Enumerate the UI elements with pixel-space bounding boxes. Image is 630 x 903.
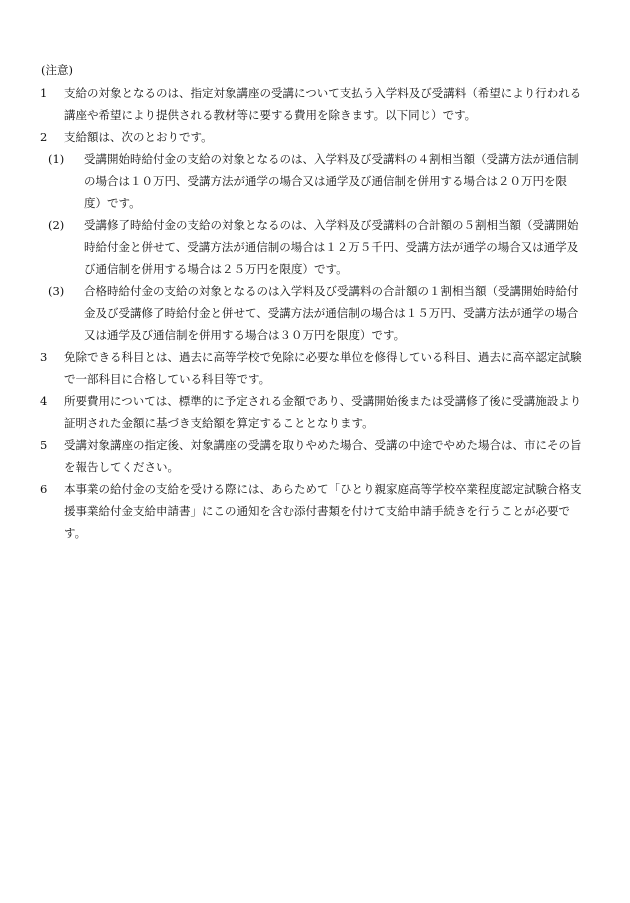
note-subitem-1	[0, 148, 630, 214]
note-item-6	[0, 478, 630, 544]
note-item-2	[0, 126, 630, 148]
note-text: 所要費用については、標準的に予定される金額であり、受講開始後または受講修了後に受講施設より証明された金額に基づき支給額を算定することとなります。	[64, 394, 582, 430]
note-number: 6	[40, 482, 48, 496]
note-number: 1	[40, 86, 48, 100]
note-item-1	[0, 82, 630, 126]
note-number: 4	[40, 394, 48, 408]
note-item-4	[0, 390, 630, 434]
note-text: 本事業の給付金の支給を受ける際には、あらためて「ひとり親家庭高等学校卒業程度認定試験合格支援事業給付金支給申請書」にこの通知を含む添付書類を付けて支給申請手続きを行うことが必要です。	[64, 482, 582, 540]
note-number: 3	[40, 350, 48, 364]
note-subitem-3	[0, 280, 630, 346]
note-item-5	[0, 434, 630, 478]
note-text: 支給の対象となるのは、指定対象講座の受講について支払う入学料及び受講料（希望により行われる講座や希望により提供される教材等に要する費用を除きます。以下同じ）です。	[64, 86, 582, 122]
subitem-text: 合格時給付金の支給の対象となるのは入学料及び受講料の合計額の１割相当額（受講開始時給付金及び受講修了時給付金と併せて、受講方法が通信制の場合は１５万円、受講方法が通学の場合又は通学及び通信制を併用する場合は３０万円を限度）です。	[84, 284, 579, 342]
subitem-text: 受講開始時給付金の支給の対象となるのは、入学料及び受講料の４割相当額（受講方法が通信制の場合は１０万円、受講方法が通学の場合又は通学及び通信制を併用する場合は２０万円を限度）です。	[84, 152, 579, 210]
subitem-text: 受講修了時給付金の支給の対象となるのは、入学料及び受講料の合計額の５割相当額（受講開始時給付金と併せて、受講方法が通信制の場合は１２万５千円、受講方法が通学の場合又は通学及び通信制を併用する場合は２５万円を限度）です。	[84, 218, 579, 276]
subitem-number: (1)	[48, 152, 65, 166]
note-text: 受講対象講座の指定後、対象講座の受講を取りやめた場合、受講の中途でやめた場合は、市にその旨を報告してください。	[64, 438, 582, 474]
note-item-3	[0, 346, 630, 390]
subitem-number: (2)	[48, 218, 65, 232]
note-number: 2	[40, 130, 48, 144]
note-text: 支給額は、次のとおりです。	[64, 130, 213, 144]
note-number: 5	[40, 438, 48, 452]
notes-list	[0, 82, 630, 544]
note-text: 免除できる科目とは、過去に高等学校で免除に必要な単位を修得している科目、過去に高卒認定試験で一部科目に合格している科目等です。	[64, 350, 582, 386]
notes-heading: (注意)	[41, 63, 73, 77]
note-subitem-2	[0, 214, 630, 280]
subitem-number: (3)	[48, 284, 65, 298]
